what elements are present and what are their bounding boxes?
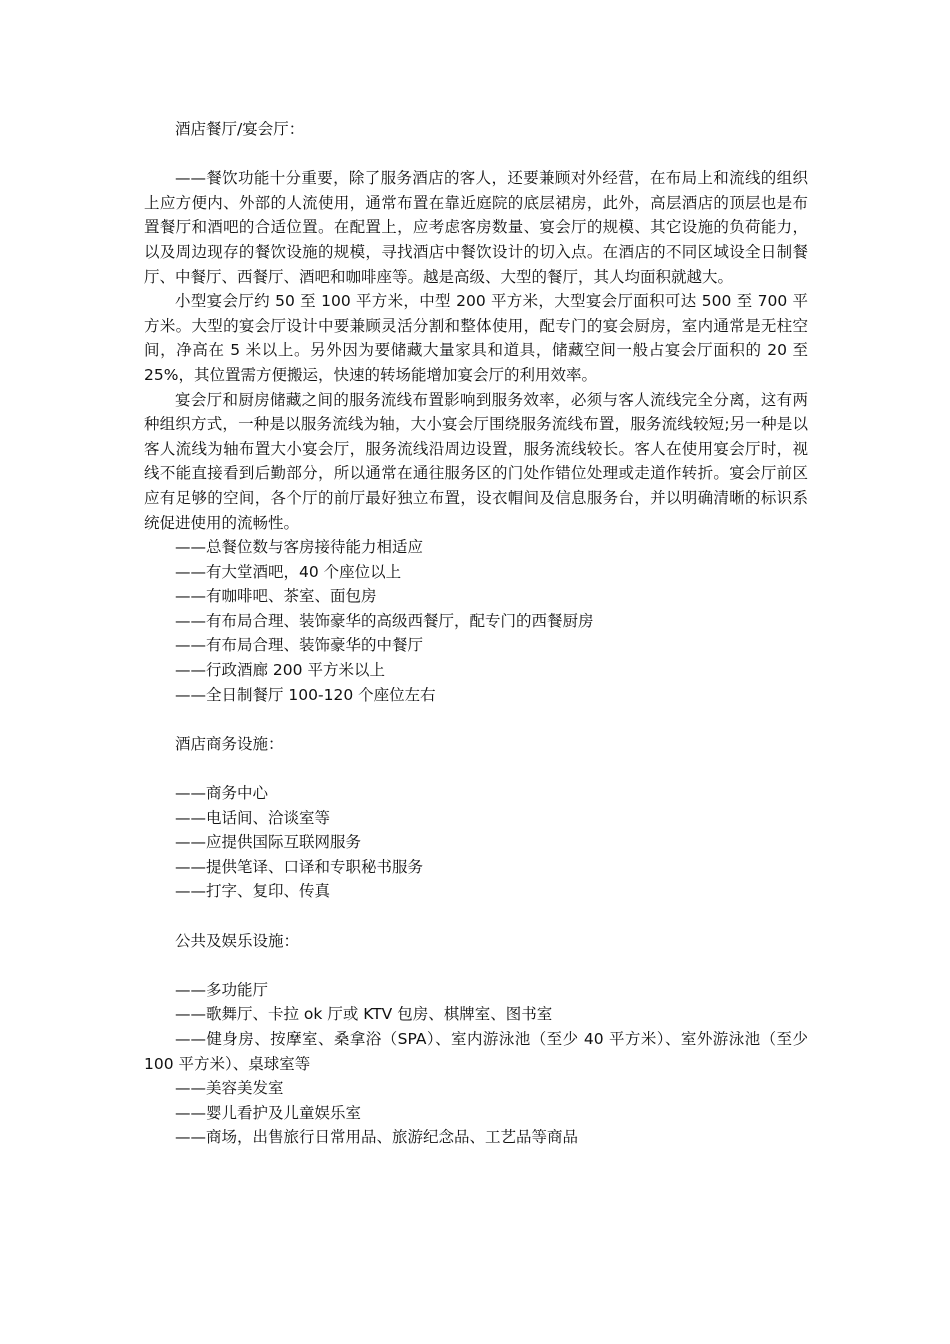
entertainment-facilities-list (144, 978, 808, 1150)
list-item: ——美容美发室 (175, 1079, 284, 1098)
list-item: ——商场，出售旅行日常用品、旅游纪念品、工艺品等商品 (175, 1128, 579, 1147)
spacer (144, 707, 808, 732)
section-heading-entertainment: 公共及娱乐设施： (175, 931, 300, 950)
list-item: ——行政酒廊 200 平方米以上 (175, 661, 385, 680)
list-item: ——健身房、按摩室、桑拿浴（SPA）、室内游泳池（至少 40 平方米）、室外游泳池（至少 100 平方米）、桌球室等 (144, 1029, 808, 1073)
document-body (144, 117, 808, 1150)
section-heading-dining: 酒店餐厅/宴会厅： (175, 120, 305, 138)
list-item: ——婴儿看护及儿童娱乐室 (175, 1103, 362, 1122)
section-heading-business: 酒店商务设施： (175, 734, 284, 753)
list-item: ——有布局合理、装饰豪华的高级西餐厅，配专门的西餐厨房 (175, 611, 594, 630)
list-item: ——歌舞厅、卡拉 ok 厅或 KTV 包房、棋牌室、图书室 (175, 1005, 553, 1024)
list-item: ——商务中心 (175, 784, 269, 803)
paragraph-service-flow: 宴会厅和厨房储藏之间的服务流线布置影响到服务效率，必须与客人流线完全分离，这有两种组织方式，一种是以服务流线为轴，大小宴会厅围绕服务流线布置，服务流线较短;另一种是以客人流线为轴布置大小宴会厅，服务流线沿周边设置，服务流线较长。客人在使用宴会厅时，视线不能直接看到后勤部分，所以通常在通往服务区的门处作错位处理或走道作转折。宴会厅前区应有足够的空间，各个厅的前厅最好独立布置，设衣帽间及信息服务台，并以明确清晰的标识系统促进使用的流畅性。 (144, 390, 808, 532)
dining-requirements-list (144, 535, 808, 707)
list-item: ——多功能厅 (175, 980, 269, 999)
list-item: ——全日制餐厅 100-120 个座位左右 (175, 685, 436, 704)
list-item: ——应提供国际互联网服务 (175, 833, 362, 852)
list-item: ——有咖啡吧、茶室、面包房 (175, 587, 377, 606)
list-item: ——打字、复印、传真 (175, 882, 331, 901)
list-item: ——有大堂酒吧，40 个座位以上 (175, 562, 402, 581)
list-item: ——总餐位数与客房接待能力相适应 (175, 538, 424, 557)
list-item: ——电话间、洽谈室等 (175, 808, 331, 827)
spacer (144, 953, 808, 978)
paragraph-banquet-sizes: 小型宴会厅约 50 至 100 平方米，中型 200 平方米，大型宴会厅面积可达 500 至 700 平方米。大型的宴会厅设计中要兼顾灵活分割和整体使用，配专门的宴会厨房，室内通常是无柱空间，净高在 5 米以上。另外因为要储藏大量家具和道具，储藏空间一般占宴会厅面积的 20 至 25%，其位置需方便搬运，快速的转场能增加宴会厅的利用效率。 (144, 292, 808, 384)
spacer (144, 904, 808, 929)
spacer (144, 756, 808, 781)
business-facilities-list (144, 781, 808, 904)
list-item: ——提供笔译、口译和专职秘书服务 (175, 857, 424, 876)
paragraph-dining-overview: ——餐饮功能十分重要，除了服务酒店的客人，还要兼顾对外经营，在布局上和流线的组织上应方便内、外部的人流使用，通常布置在靠近庭院的底层裙房，此外，高层酒店的顶层也是布置餐厅和酒吧的合适位置。在配置上，应考虑客房数量、宴会厅的规模、其它设施的负荷能力，以及周边现存的餐饮设施的规模，寻找酒店中餐饮设计的切入点。在酒店的不同区域设全日制餐厅、中餐厅、西餐厅、酒吧和咖啡座等。越是高级、大型的餐厅，其人均面积就越大。 (144, 169, 808, 286)
spacer (144, 142, 808, 167)
list-item: ——有布局合理、装饰豪华的中餐厅 (175, 636, 424, 655)
